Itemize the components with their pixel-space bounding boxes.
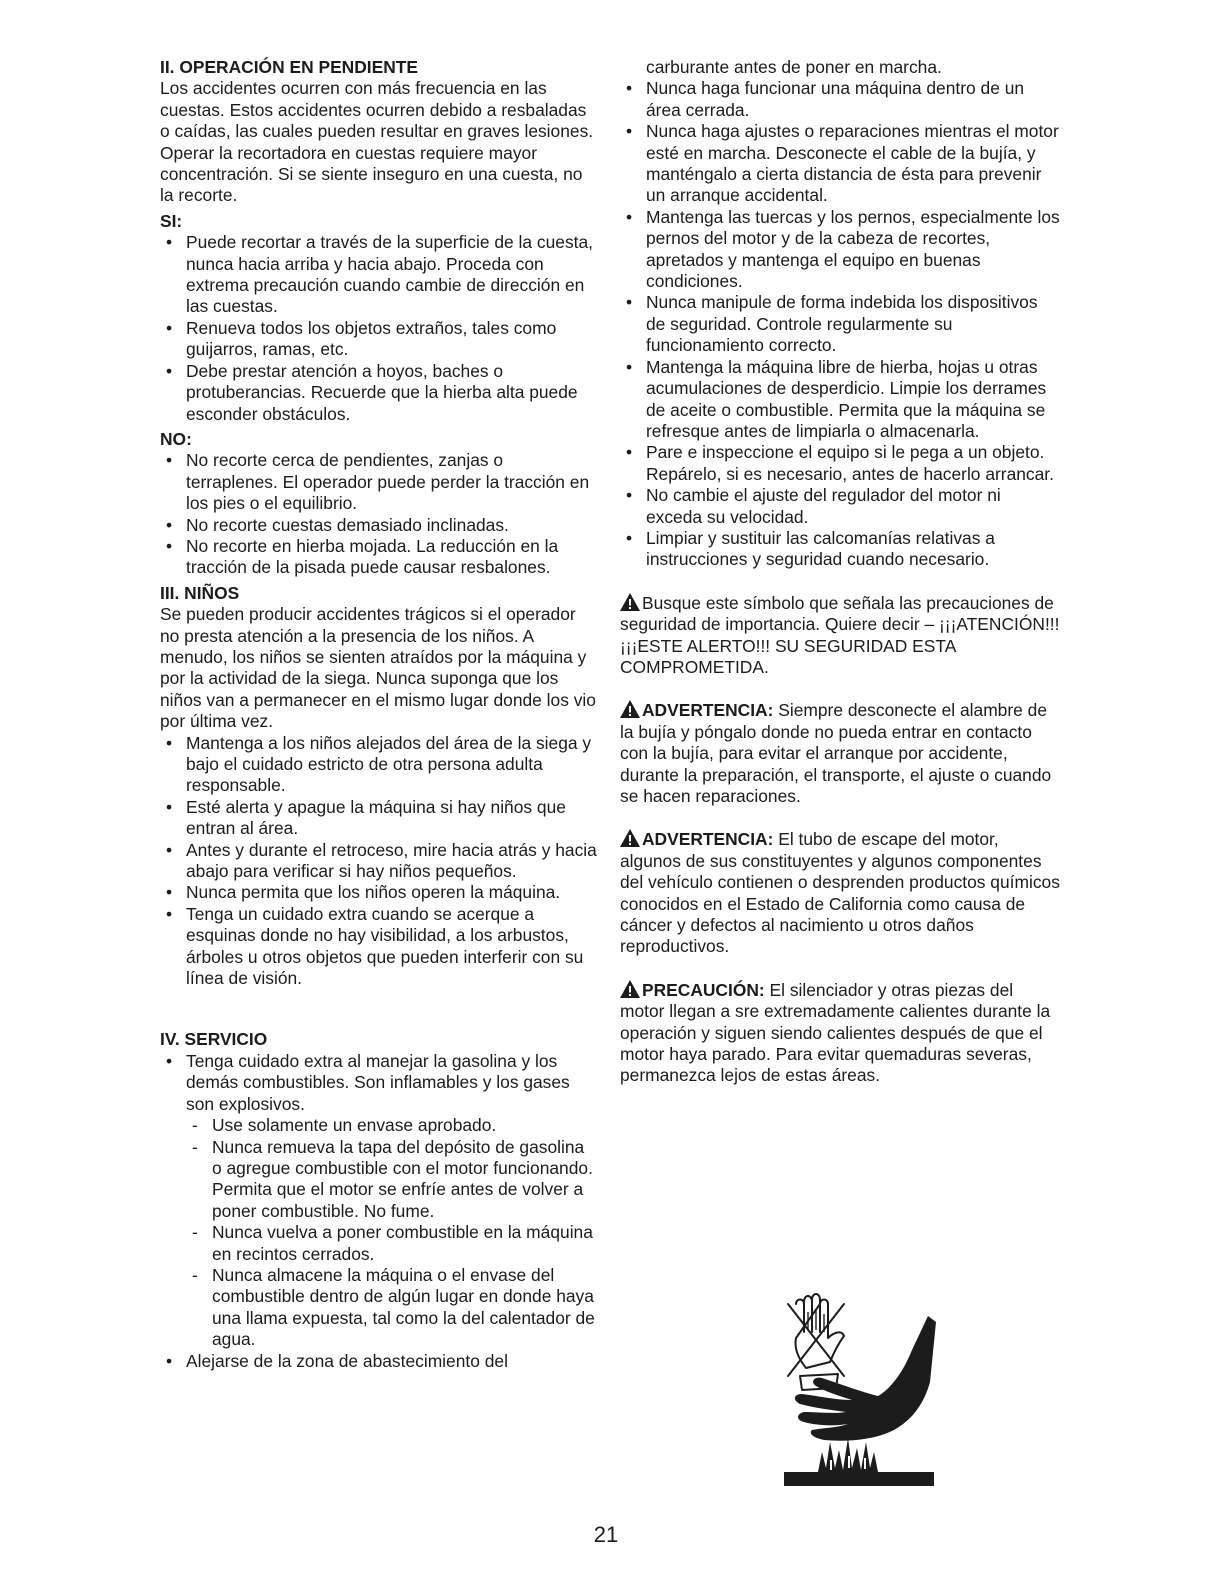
no-list — [160, 450, 597, 578]
list-item: • No recorte en hierba mojada. La reducción en la tracción de la pisada puede causar resbalones. — [160, 536, 597, 579]
hot-surface-hand-icon — [778, 1292, 938, 1492]
caution-hot-parts — [620, 980, 1060, 1087]
caution-label: PRECAUCIÓN: — [642, 979, 765, 1000]
warning-triangle-icon — [620, 980, 640, 998]
list-item: • Limpiar y sustituir las calcomanías relativas a instrucciones y seguridad cuando necesario. — [620, 528, 1060, 571]
warning-triangle-icon — [620, 593, 640, 611]
sub-list-item: - Use solamente un envase aprobado. — [186, 1115, 597, 1136]
slope-intro: Los accidentes ocurren con más frecuencia en las cuestas. Estos accidentes ocurren debido a resbaladas o caídas, las cuales pueden resultar en graves lesiones. Operar la recortadora en cuestas requiere mayor concentración. Si se siente inseguro en una cuesta, no la recorte. — [160, 78, 594, 206]
sub-list-item: - Nunca almacene la máquina o el envase del combustible dentro de algún lugar en donde haya una llama expuesta, tal como la del calentador de agua. — [186, 1265, 597, 1351]
service-item-text: Tenga cuidado extra al manejar la gasolina y los demás combustibles. Son inflamables y los gases son explosivos. — [186, 1050, 570, 1114]
list-item: • Puede recortar a través de la superficie de la cuesta, nunca hacia arriba y hacia abajo. Proceda con extrema precaución cuando cambie de dirección en las cuestas. — [160, 232, 597, 318]
list-item: • No recorte cerca de pendientes, zanjas o terraplenes. El operador puede perder la tracción en los pies o el equilibrio. — [160, 450, 597, 514]
list-item: • Nunca permita que los niños operen la máquina. — [160, 882, 597, 903]
list-item: • Mantenga a los niños alejados del área de la siega y bajo el cuidado estricto de otra persona adulta responsable. — [160, 733, 597, 797]
section-title-service: IV. SERVICIO — [160, 1029, 268, 1050]
warning-text: El tubo de escape del motor, algunos de sus constituyentes y algunos componentes del vehículo contienen o desprenden productos químicos conocidos en el Estado de California como causa de cáncer y defectos al nacimiento u otros daños reproductivos. — [620, 829, 1060, 957]
si-label: SI: — [160, 210, 183, 231]
no-label: NO: — [160, 428, 192, 449]
list-item: • Renueva todos los objetos extraños, tales como guijarros, ramas, etc. — [160, 318, 597, 361]
caution-text: El silenciador y otras piezas del motor llegan a sre extremadamente calientes durante la operación y siguen siendo calientes después de que el motor haya parado. Para evitar quemaduras severas, permanezca lejos de estas áreas. — [620, 979, 1051, 1086]
si-list — [160, 232, 597, 425]
sub-list-item: - Nunca vuelva a poner combustible en la máquina en recintos cerrados. — [186, 1222, 597, 1265]
safety-symbol-text: Busque este símbolo que señala las precauciones de seguridad de importancia. Quiere decir – ¡¡¡ATENCIÓN!!!¡¡¡ESTE ALERTO!!! SU SEGURIDAD ESTA COMPROMETIDA. — [620, 592, 1060, 677]
list-item: • Debe prestar atención a hoyos, baches o protuberancias. Recuerde que la hierba alta puede esconder obstáculos. — [160, 361, 597, 425]
list-item: • No recorte cuestas demasiado inclinadas. — [160, 515, 597, 536]
sub-list-item: - Nunca remueva la tapa del depósito de gasolina o agregue combustible con el motor funcionando. Permita que el motor se enfríe antes de volver a poner combustible. No fume. — [186, 1137, 597, 1223]
list-item: • Mantenga la máquina libre de hierba, hojas u otras acumulaciones de desperdicio. Limpie los derrames de aceite o combustible. Permita que la máquina se refresque antes de limpiarla o almacenarla. — [620, 357, 1060, 443]
warning-label: ADVERTENCIA: — [642, 700, 774, 721]
service-sublist — [186, 1115, 597, 1350]
children-intro: Se pueden producir accidentes trágicos si el operador no presta atención a la presencia de los niños. A menudo, los niños se sienten atraídos por la máquina y por la actividad de la siega. Nunca suponga que los niños van a permanecer en el mismo lugar donde los vio por última vez. — [160, 604, 596, 732]
safety-symbol-note — [620, 593, 1060, 679]
section-title-children — [160, 583, 597, 604]
list-item: • Mantenga las tuercas y los pernos, especialmente los pernos del motor y de la cabeza de recortes, apretados y mantenga el equipo en buenas condiciones. — [620, 207, 1060, 293]
list-item: • Pare e inspeccione el equipo si le pega a un objeto. Repárelo, si es necesario, antes de hacerlo arrancar. — [620, 442, 1060, 485]
warning-text: Siempre desconecte el alambre de la bujía y póngalo donde no pueda entrar en contacto con la bujía, para evitar el arranque por accidente, durante la preparación, el transporte, el ajuste o cuando se hacen reparaciones. — [620, 700, 1052, 806]
service-list — [160, 1051, 597, 1372]
page-number: 21 — [593, 1522, 619, 1547]
warning-california — [620, 829, 1060, 957]
continued-text: carburante antes de poner en marcha. — [646, 57, 942, 77]
service-list-continued — [620, 78, 1060, 570]
list-item: • Tenga un cuidado extra cuando se acerque a esquinas donde no hay visibilidad, a los arbustos, árboles u otros objetos que pueden interferir con su línea de visión. — [160, 904, 597, 990]
warning-triangle-icon — [620, 700, 640, 718]
warning-triangle-icon — [620, 829, 640, 847]
section-title-children-text: III. NIÑOS — [160, 582, 240, 603]
list-item: • Esté alerta y apague la máquina si hay niños que entran al área. — [160, 797, 597, 840]
list-item: • Nunca haga ajustes o reparaciones mientras el motor esté en marcha. Desconecte el cable de la bujía, y manténgalo a cierta distancia de ésta para prevenir un arranque accidental. — [620, 121, 1060, 207]
list-item: • Antes y durante el retroceso, mire hacia atrás y hacia abajo para verificar si hay niños pequeños. — [160, 840, 597, 883]
list-item: • Alejarse de la zona de abastecimiento del — [160, 1351, 597, 1372]
warning-label: ADVERTENCIA: — [642, 829, 774, 850]
list-item: • Nunca manipule de forma indebida los dispositivos de seguridad. Controle regularmente su funcionamiento correcto. — [620, 292, 1060, 356]
left-column — [160, 57, 597, 1372]
list-item: • No cambie el ajuste del regulador del motor ni exceda su velocidad. — [620, 485, 1060, 528]
list-item — [160, 1051, 597, 1351]
section-title-slope: II. OPERACIÓN EN PENDIENTE — [160, 57, 418, 77]
warning-spark-plug — [620, 700, 1060, 807]
children-list — [160, 733, 597, 990]
right-column — [620, 57, 1060, 1087]
list-item: • Nunca haga funcionar una máquina dentro de un área cerrada. — [620, 78, 1060, 121]
